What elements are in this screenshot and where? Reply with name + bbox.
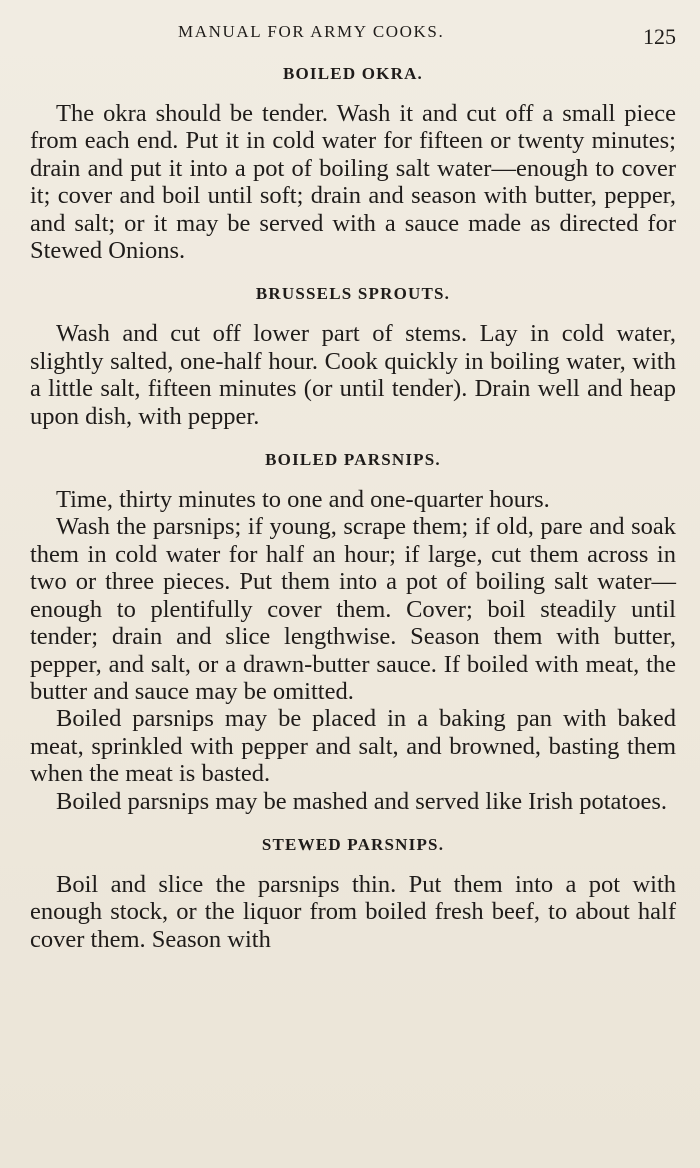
paragraph: Time, thirty minutes to one and one-quarter hours.	[56, 486, 550, 514]
paragraph: Boiled parsnips may be placed in a baking pan with baked meat, sprinkled with pepper and salt, and browned, basting them when the meat is basted.	[30, 705, 676, 788]
running-title: MANUAL FOR ARMY COOKS.	[178, 22, 445, 41]
section-title: BOILED PARSNIPS.	[265, 450, 441, 470]
running-head	[30, 18, 676, 52]
page-number: 125	[643, 24, 676, 49]
paragraph: Boil and slice the parsnips thin. Put them into a pot with enough stock, or the liquor from boiled fresh beef, to about half cover them. Season with	[30, 870, 676, 953]
paragraph: Wash and cut off lower part of stems. Lay in cold water, slightly salted, one-half hour. Cook quickly in boiling water, with a little salt, fifteen minutes (or until tender). Drain well and heap upon dish, with pepper.	[30, 320, 676, 430]
section-boiled-parsnips	[30, 450, 676, 815]
section-title: STEWED PARSNIPS.	[261, 834, 445, 854]
paragraph: The okra should be tender. Wash it and cut off a small piece from each end. Put it in cold water for fifteen or twenty minutes; drain and put it into a pot of boiling salt water—enough to cover it; cover and boil until soft; drain and season with butter, pepper, and salt; or it may be served with a sauce made as directed for Stewed Onions.	[30, 100, 676, 265]
section-boiled-okra	[30, 64, 676, 264]
section-stewed-parsnips	[30, 835, 676, 953]
section-title: BRUSSELS SPROUTS.	[255, 284, 451, 304]
paragraph: Wash the parsnips; if young, scrape them; if old, pare and soak them in cold water for half an hour; if large, cut them across in two or three pieces. Put them into a pot of boiling salt water—enough to plentifully cover them. Cover; boil steadily until tender; drain and slice lengthwise. Season them with butter, pepper, and salt, or a drawn-butter sauce. If boiled with meat, the butter and sauce may be omitted.	[30, 513, 676, 705]
section-title: BOILED OKRA.	[282, 64, 424, 83]
paragraph: Boiled parsnips may be mashed and served like Irish potatoes.	[56, 787, 667, 815]
section-brussels-sprouts	[30, 284, 676, 430]
